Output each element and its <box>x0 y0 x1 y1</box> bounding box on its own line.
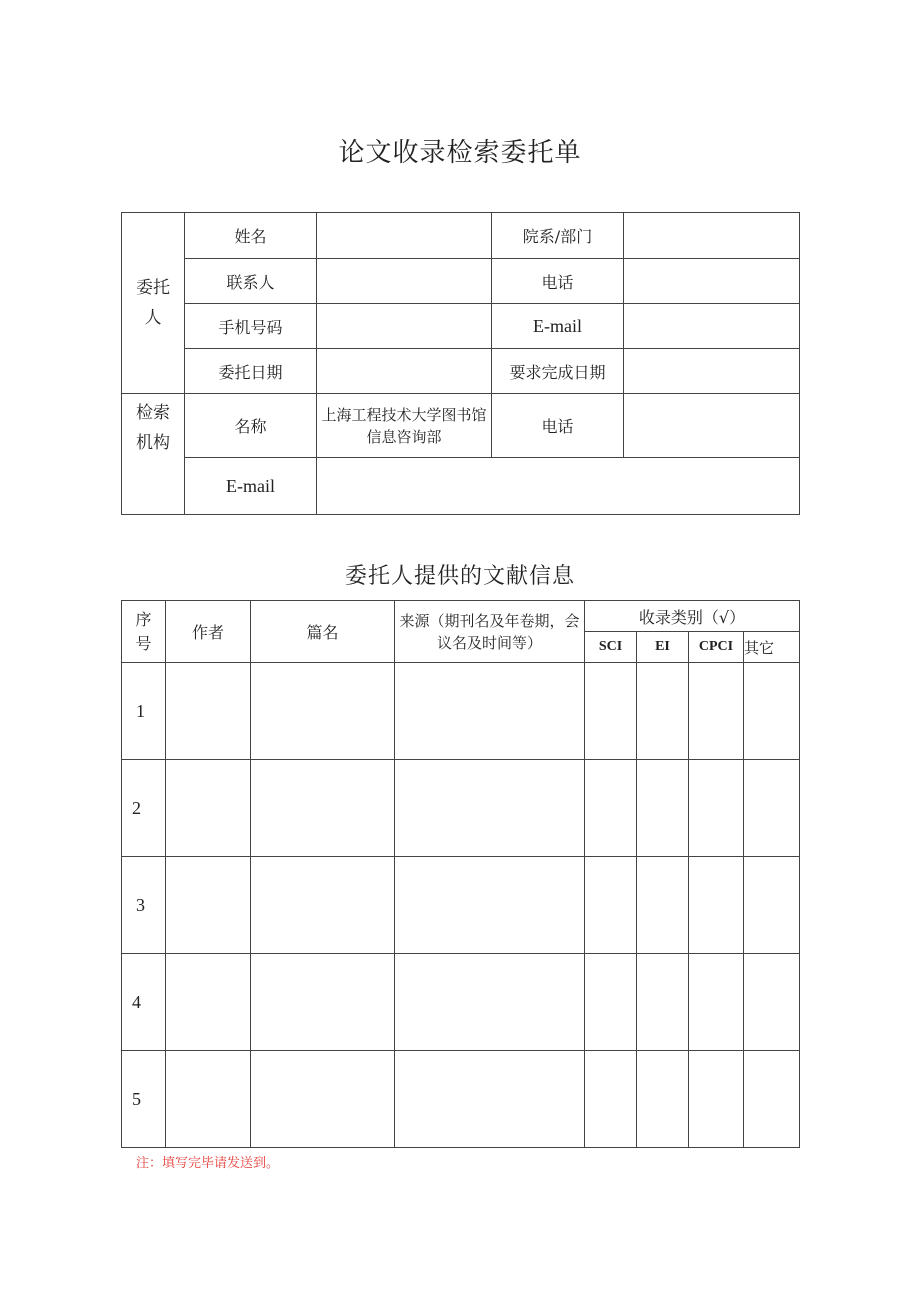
client-side-text: 委托 人 <box>136 278 170 328</box>
name-field[interactable] <box>317 213 492 259</box>
table-row <box>122 1051 800 1148</box>
ei-header: EI <box>637 632 689 663</box>
table-row <box>122 663 800 760</box>
category-header: 收录类别（√） <box>585 601 800 632</box>
other-cell[interactable] <box>744 663 800 760</box>
client-side-label <box>122 213 185 394</box>
row-number: 4 <box>122 954 166 1051</box>
other-cell[interactable] <box>744 760 800 857</box>
entrust-date-field[interactable] <box>317 349 492 394</box>
title-cell[interactable] <box>251 954 395 1051</box>
ei-cell[interactable] <box>637 954 689 1051</box>
sci-cell[interactable] <box>585 1051 637 1148</box>
other-header: 其它 <box>744 632 800 663</box>
agency-email-label: E-mail <box>185 458 317 515</box>
source-cell[interactable] <box>395 663 585 760</box>
agency-phone-label: 电话 <box>492 394 624 458</box>
page-title: 论文收录检索委托单 <box>338 138 582 168</box>
ei-cell[interactable] <box>637 857 689 954</box>
source-cell[interactable] <box>395 857 585 954</box>
source-cell[interactable] <box>395 1051 585 1148</box>
other-cell[interactable] <box>744 857 800 954</box>
title-cell[interactable] <box>251 1051 395 1148</box>
contact-field[interactable] <box>317 259 492 304</box>
literature-table <box>121 600 800 1148</box>
source-cell[interactable] <box>395 760 585 857</box>
sci-header: SCI <box>585 632 637 663</box>
seq-header <box>122 601 166 663</box>
source-header: 来源（期刊名及年卷期，会议名及时间等） <box>395 601 585 663</box>
mobile-label: 手机号码 <box>185 304 317 349</box>
cpci-cell[interactable] <box>689 663 744 760</box>
source-cell[interactable] <box>395 954 585 1051</box>
cpci-cell[interactable] <box>689 954 744 1051</box>
author-cell[interactable] <box>166 954 251 1051</box>
sci-cell[interactable] <box>585 760 637 857</box>
phone-field[interactable] <box>624 259 800 304</box>
agency-side-label <box>122 394 185 515</box>
ei-cell[interactable] <box>637 663 689 760</box>
row-number: 5 <box>122 1051 166 1148</box>
title-header: 篇名 <box>251 601 395 663</box>
cpci-header: CPCI <box>689 632 744 663</box>
agency-side-text: 检索 机构 <box>136 403 170 453</box>
title-cell[interactable] <box>251 663 395 760</box>
agency-name-value: 上海工程技术大学图书馆信息咨询部 <box>317 394 492 458</box>
ei-cell[interactable] <box>637 760 689 857</box>
table-row <box>122 760 800 857</box>
footer-note: 注：填写完毕请发送到。 <box>136 1156 280 1171</box>
sci-cell[interactable] <box>585 663 637 760</box>
sci-cell[interactable] <box>585 954 637 1051</box>
entrust-date-label: 委托日期 <box>185 349 317 394</box>
other-cell[interactable] <box>744 1051 800 1148</box>
email-label: E-mail <box>492 304 624 349</box>
author-cell[interactable] <box>166 857 251 954</box>
cpci-cell[interactable] <box>689 857 744 954</box>
agency-phone-field[interactable] <box>624 394 800 458</box>
row-number: 2 <box>122 760 166 857</box>
sci-cell[interactable] <box>585 857 637 954</box>
row-number: 1 <box>122 663 166 760</box>
contact-label: 联系人 <box>185 259 317 304</box>
agency-name-label: 名称 <box>185 394 317 458</box>
mobile-field[interactable] <box>317 304 492 349</box>
table-row <box>122 954 800 1051</box>
author-cell[interactable] <box>166 663 251 760</box>
author-header: 作者 <box>166 601 251 663</box>
dept-field[interactable] <box>624 213 800 259</box>
author-cell[interactable] <box>166 1051 251 1148</box>
other-cell[interactable] <box>744 954 800 1051</box>
section-title: 委托人提供的文献信息 <box>344 564 575 589</box>
due-date-label: 要求完成日期 <box>492 349 624 394</box>
email-field[interactable] <box>624 304 800 349</box>
client-info-table <box>121 212 800 515</box>
due-date-field[interactable] <box>624 349 800 394</box>
seq-header-text: 序 号 <box>135 609 152 653</box>
row-number: 3 <box>122 857 166 954</box>
ei-cell[interactable] <box>637 1051 689 1148</box>
dept-label: 院系/部门 <box>492 213 624 259</box>
cpci-cell[interactable] <box>689 760 744 857</box>
title-cell[interactable] <box>251 857 395 954</box>
author-cell[interactable] <box>166 760 251 857</box>
title-cell[interactable] <box>251 760 395 857</box>
table-row <box>122 857 800 954</box>
agency-email-field[interactable] <box>317 458 800 515</box>
name-label: 姓名 <box>185 213 317 259</box>
cpci-cell[interactable] <box>689 1051 744 1148</box>
phone-label: 电话 <box>492 259 624 304</box>
